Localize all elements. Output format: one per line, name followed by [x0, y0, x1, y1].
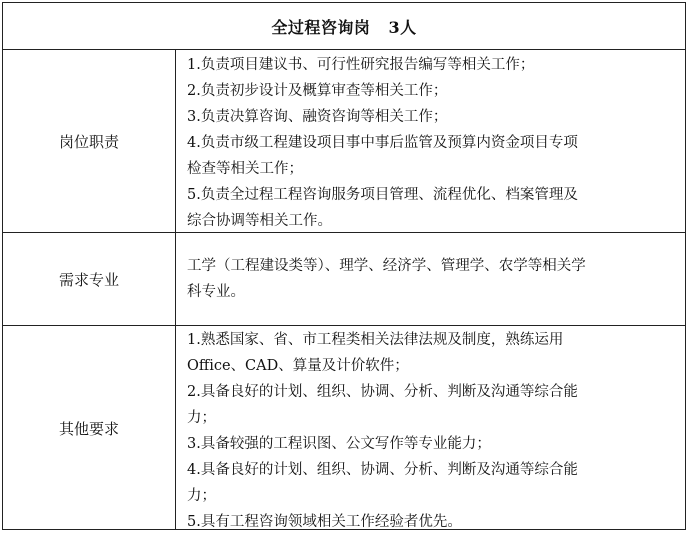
list-item: 1.负责项目建议书、可行性研究报告编写等相关工作；	[187, 57, 535, 73]
job-requirements-table	[2, 2, 686, 530]
list-item: 2.具备良好的计划、组织、协调、分析、判断及沟通等综合能	[187, 384, 578, 400]
list-item: 5.负责全过程工程咨询服务项目管理、流程优化、档案管理及	[187, 187, 578, 203]
list-item: 力；	[187, 410, 216, 426]
list-item: Office、CAD、算量及计价软件；	[187, 358, 409, 374]
headcount: 3人	[388, 17, 417, 37]
list-item: 检查等相关工作；	[187, 161, 303, 177]
list-item: 力；	[187, 488, 216, 504]
list-item: 5.具有工程咨询领域相关工作经验者优先。	[187, 514, 462, 530]
list-item: 科专业。	[187, 284, 245, 300]
list-item: 1.熟悉国家、省、市工程类相关法律法规及制度，熟练运用	[187, 332, 564, 348]
list-item: 综合协调等相关工作。	[187, 213, 332, 229]
list-item: 3.具备较强的工程识图、公文写作等专业能力；	[187, 436, 491, 452]
row-content-majors	[187, 253, 677, 305]
row-label-majors: 需求专业	[58, 270, 119, 289]
column-divider	[175, 49, 176, 529]
list-item: 工学（工程建设类等）、理学、经济学、管理学、农学等相关学	[187, 258, 586, 274]
position-name: 全过程咨询岗	[271, 17, 371, 37]
list-item: 3.负责决算咨询、融资咨询等相关工作；	[187, 109, 448, 125]
row-label-other: 其他要求	[58, 420, 119, 438]
row-content-duties	[187, 52, 677, 234]
list-item: 2.负责初步设计及概算审查等相关工作；	[187, 83, 448, 99]
list-item: 4.具备良好的计划、组织、协调、分析、判断及沟通等综合能	[187, 462, 578, 478]
list-item: 4.负责市级工程建设项目事中事后监管及预算内资金项目专项	[187, 135, 578, 151]
table-title	[3, 3, 685, 49]
row-content-other	[187, 327, 677, 535]
row-label-duties: 岗位职责	[58, 132, 119, 151]
